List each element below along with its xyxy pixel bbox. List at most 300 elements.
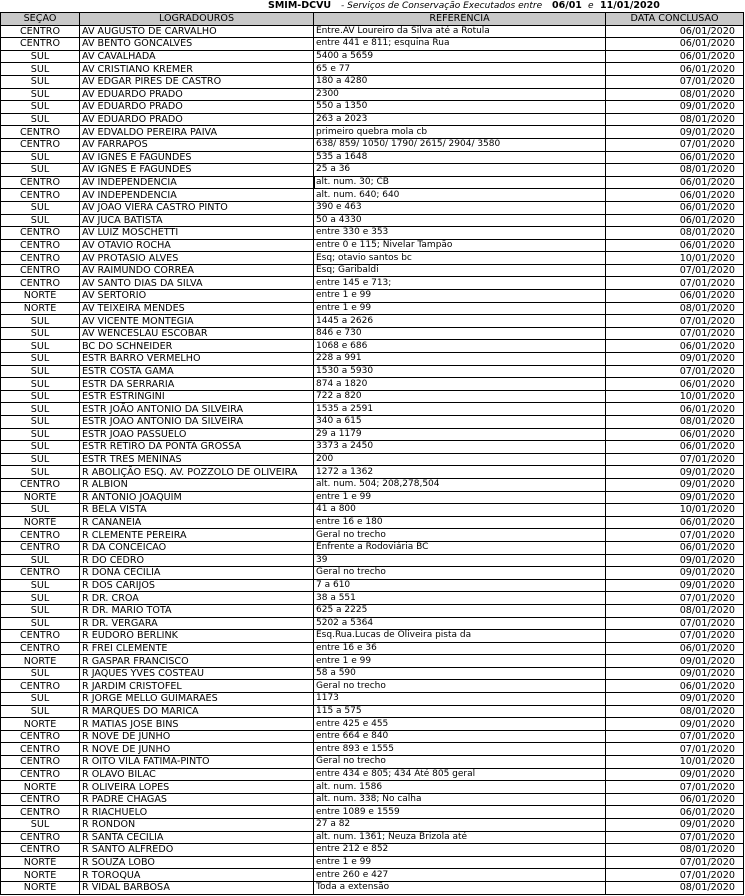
cell-data-conclusao[interactable]: 08/01/2020 <box>606 302 744 315</box>
cell-referencia[interactable]: 5202 a 5364 <box>314 617 606 630</box>
cell-secao[interactable]: SUL <box>1 416 80 429</box>
cell-logradouro[interactable]: ESTR RETIRO DA PONTA GROSSA <box>80 441 314 454</box>
cell-data-conclusao[interactable]: 06/01/2020 <box>606 290 744 303</box>
cell-referencia[interactable]: 625 a 2225 <box>314 604 606 617</box>
cell-logradouro[interactable]: R TOROQUA <box>80 869 314 882</box>
cell-referencia[interactable]: primeiro quebra mola cb <box>314 126 606 139</box>
cell-secao[interactable]: SUL <box>1 365 80 378</box>
cell-logradouro[interactable]: ESTR JOÃO PASSUELO <box>80 428 314 441</box>
table-row <box>1 655 744 668</box>
cell-data-conclusao[interactable]: 08/01/2020 <box>606 227 744 240</box>
cell-secao[interactable]: NORTE <box>1 302 80 315</box>
cell-referencia[interactable]: 50 a 4330 <box>314 214 606 227</box>
cell-referencia[interactable]: 535 a 1648 <box>314 151 606 164</box>
cell-data-conclusao[interactable]: 06/01/2020 <box>606 50 744 63</box>
cell-data-conclusao[interactable]: 07/01/2020 <box>606 856 744 869</box>
cell-referencia[interactable]: 1530 a 5930 <box>314 365 606 378</box>
cell-referencia[interactable]: entre 893 e 1555 <box>314 743 606 756</box>
cell-secao[interactable]: CENTRO <box>1 126 80 139</box>
cell-referencia[interactable]: 7 a 610 <box>314 579 606 592</box>
cell-data-conclusao[interactable]: 08/01/2020 <box>606 113 744 126</box>
cell-secao[interactable]: NORTE <box>1 781 80 794</box>
cell-referencia[interactable]: Esq; Garibaldi <box>314 264 606 277</box>
cell-logradouro[interactable]: AV FARRAPOS <box>80 138 314 151</box>
cell-data-conclusao[interactable]: 06/01/2020 <box>606 176 744 189</box>
cell-secao[interactable]: CENTRO <box>1 743 80 756</box>
table-row <box>1 869 744 882</box>
cell-logradouro[interactable]: R DR. CROA <box>80 592 314 605</box>
cell-data-conclusao[interactable]: 06/01/2020 <box>606 201 744 214</box>
cell-secao[interactable]: NORTE <box>1 718 80 731</box>
cell-secao[interactable]: NORTE <box>1 655 80 668</box>
cell-secao[interactable]: SUL <box>1 667 80 680</box>
cell-logradouro[interactable]: AV EDUARDO PRADO <box>80 113 314 126</box>
cell-logradouro[interactable]: AV PROTASIO ALVES <box>80 252 314 265</box>
cell-data-conclusao[interactable]: 06/01/2020 <box>606 151 744 164</box>
cell-secao[interactable]: SUL <box>1 327 80 340</box>
cell-secao[interactable]: SUL <box>1 403 80 416</box>
cell-data-conclusao[interactable]: 10/01/2020 <box>606 390 744 403</box>
table-row <box>1 201 744 214</box>
cell-data-conclusao[interactable]: 09/01/2020 <box>606 768 744 781</box>
cell-logradouro[interactable]: R DO CEDRO <box>80 554 314 567</box>
cell-referencia[interactable]: Geral no trecho <box>314 680 606 693</box>
cell-referencia[interactable]: alt. num. 1586 <box>314 781 606 794</box>
cell-logradouro[interactable]: R OLAVO BILAC <box>80 768 314 781</box>
cell-referencia[interactable]: 263 a 2023 <box>314 113 606 126</box>
cell-logradouro[interactable]: R VIDAL BARBOSA <box>80 881 314 894</box>
cell-secao[interactable]: NORTE <box>1 290 80 303</box>
cell-data-conclusao[interactable]: 09/01/2020 <box>606 101 744 114</box>
cell-data-conclusao[interactable]: 08/01/2020 <box>606 88 744 101</box>
cell-logradouro[interactable]: R MARQUES DO MARICA <box>80 705 314 718</box>
cell-data-conclusao[interactable]: 09/01/2020 <box>606 466 744 479</box>
cell-referencia[interactable]: 39 <box>314 554 606 567</box>
cell-logradouro[interactable]: R JARDIM CRISTOFEL <box>80 680 314 693</box>
title-main: SMIM-DCVU <box>268 0 332 11</box>
cell-data-conclusao[interactable]: 06/01/2020 <box>606 806 744 819</box>
cell-secao[interactable]: NORTE <box>1 516 80 529</box>
cell-referencia[interactable]: 1535 a 2591 <box>314 403 606 416</box>
cell-data-conclusao[interactable]: 09/01/2020 <box>606 126 744 139</box>
table-row <box>1 75 744 88</box>
cell-secao[interactable]: NORTE <box>1 491 80 504</box>
cell-referencia[interactable]: entre 434 e 805; 434 Até 805 geral <box>314 768 606 781</box>
cell-logradouro[interactable]: AV CRISTIANO KREMER <box>80 63 314 76</box>
cell-data-conclusao[interactable]: 06/01/2020 <box>606 516 744 529</box>
cell-referencia[interactable]: alt. num. 504; 208,278,504 <box>314 478 606 491</box>
cell-referencia[interactable]: 2300 <box>314 88 606 101</box>
cell-logradouro[interactable]: ESTR JOÃO ANTONIO DA SILVEIRA <box>80 403 314 416</box>
cell-secao[interactable]: CENTRO <box>1 793 80 806</box>
cell-referencia[interactable]: 5400 a 5659 <box>314 50 606 63</box>
cell-referencia[interactable]: 1173 <box>314 693 606 706</box>
cell-secao[interactable]: SUL <box>1 315 80 328</box>
cell-logradouro[interactable]: ESTR ESTRINGINI <box>80 390 314 403</box>
cell-secao[interactable]: SUL <box>1 353 80 366</box>
header-data-conclusao[interactable]: DATA CONCLUSÃO <box>606 13 744 26</box>
cell-referencia[interactable]: alt. num. 1361; Neuza Brizola até <box>314 831 606 844</box>
cell-referencia[interactable]: entre 0 e 115; Nivelar Tampão <box>314 239 606 252</box>
cell-logradouro[interactable]: R DOS CARIJOS <box>80 579 314 592</box>
cell-data-conclusao[interactable]: 06/01/2020 <box>606 38 744 51</box>
cell-data-conclusao[interactable]: 07/01/2020 <box>606 453 744 466</box>
cell-secao[interactable]: SUL <box>1 164 80 177</box>
cell-logradouro[interactable]: R CLEMENTE PEREIRA <box>80 529 314 542</box>
table-row <box>1 277 744 290</box>
cell-secao[interactable]: CENTRO <box>1 831 80 844</box>
cell-data-conclusao[interactable]: 09/01/2020 <box>606 567 744 580</box>
cell-data-conclusao[interactable]: 09/01/2020 <box>606 478 744 491</box>
cell-logradouro[interactable]: R RIACHUELO <box>80 806 314 819</box>
cell-secao[interactable]: CENTRO <box>1 138 80 151</box>
cell-referencia[interactable]: entre 16 e 180 <box>314 516 606 529</box>
cell-secao[interactable]: SUL <box>1 617 80 630</box>
cell-secao[interactable]: CENTRO <box>1 844 80 857</box>
cell-secao[interactable]: SUL <box>1 819 80 832</box>
cell-logradouro[interactable]: R SANTO ALFREDO <box>80 844 314 857</box>
cell-logradouro[interactable]: AV OTAVIO ROCHA <box>80 239 314 252</box>
cell-logradouro[interactable]: R DONA CECILIA <box>80 567 314 580</box>
cell-secao[interactable]: CENTRO <box>1 567 80 580</box>
header-secao[interactable]: SEÇÃO <box>1 13 80 26</box>
cell-secao[interactable]: CENTRO <box>1 478 80 491</box>
cell-data-conclusao[interactable]: 10/01/2020 <box>606 252 744 265</box>
cell-logradouro[interactable]: R GASPAR FRANCISCO <box>80 655 314 668</box>
cell-data-conclusao[interactable]: 08/01/2020 <box>606 416 744 429</box>
cell-secao[interactable]: CENTRO <box>1 630 80 643</box>
cell-referencia[interactable]: 550 a 1350 <box>314 101 606 114</box>
cell-secao[interactable]: SUL <box>1 453 80 466</box>
cell-data-conclusao[interactable]: 07/01/2020 <box>606 264 744 277</box>
cell-logradouro[interactable]: R DA CONCEICAO <box>80 541 314 554</box>
cell-logradouro[interactable]: AV TEIXEIRA MENDES <box>80 302 314 315</box>
cell-secao[interactable]: SUL <box>1 441 80 454</box>
cell-logradouro[interactable]: R SANTA CECILIA <box>80 831 314 844</box>
cell-logradouro[interactable]: AV INDEPENDENCIA <box>80 176 314 189</box>
cell-referencia[interactable]: 25 a 36 <box>314 164 606 177</box>
cell-referencia[interactable]: Geral no trecho <box>314 529 606 542</box>
cell-secao[interactable]: CENTRO <box>1 680 80 693</box>
table-row <box>1 302 744 315</box>
cell-referencia[interactable]: Toda a extensão <box>314 881 606 894</box>
cell-logradouro[interactable]: R BELA VISTA <box>80 504 314 517</box>
cell-logradouro[interactable]: BC DO SCHNEIDER <box>80 340 314 353</box>
cell-logradouro[interactable]: R ABOLIÇÃO ESQ. AV. POZZOLO DE OLIVEIRA <box>80 466 314 479</box>
cell-secao[interactable]: CENTRO <box>1 252 80 265</box>
cell-secao[interactable]: SUL <box>1 428 80 441</box>
cell-data-conclusao[interactable]: 09/01/2020 <box>606 579 744 592</box>
cell-referencia[interactable]: 846 e 730 <box>314 327 606 340</box>
cell-secao[interactable]: CENTRO <box>1 176 80 189</box>
cell-secao[interactable]: CENTRO <box>1 227 80 240</box>
cell-logradouro[interactable]: AV BENTO GONCALVES <box>80 38 314 51</box>
cell-data-conclusao[interactable]: 07/01/2020 <box>606 529 744 542</box>
table-row <box>1 101 744 114</box>
cell-referencia[interactable]: 874 a 1820 <box>314 378 606 391</box>
cell-secao[interactable]: SUL <box>1 554 80 567</box>
cell-secao[interactable]: SUL <box>1 705 80 718</box>
cell-referencia[interactable]: 1068 e 686 <box>314 340 606 353</box>
cell-referencia[interactable]: 722 a 820 <box>314 390 606 403</box>
cell-secao[interactable]: SUL <box>1 340 80 353</box>
cell-logradouro[interactable]: ESTR TRES MENINAS <box>80 453 314 466</box>
cell-referencia[interactable]: entre 425 e 455 <box>314 718 606 731</box>
cell-data-conclusao[interactable]: 09/01/2020 <box>606 491 744 504</box>
cell-logradouro[interactable]: AV EDUARDO PRADO <box>80 101 314 114</box>
cell-referencia[interactable]: alt. num. 338; No calha <box>314 793 606 806</box>
cell-secao[interactable]: CENTRO <box>1 642 80 655</box>
table-row <box>1 567 744 580</box>
cell-data-conclusao[interactable]: 06/01/2020 <box>606 378 744 391</box>
cell-logradouro[interactable]: AV IGNÊS E FAGUNDES <box>80 151 314 164</box>
cell-secao[interactable]: SUL <box>1 592 80 605</box>
cell-secao[interactable]: CENTRO <box>1 25 80 38</box>
cell-data-conclusao[interactable]: 07/01/2020 <box>606 365 744 378</box>
cell-referencia[interactable]: entre 1 e 99 <box>314 302 606 315</box>
cell-referencia[interactable]: entre 664 e 840 <box>314 730 606 743</box>
cell-referencia[interactable]: 65 e 77 <box>314 63 606 76</box>
cell-referencia[interactable]: 41 a 800 <box>314 504 606 517</box>
cell-referencia[interactable]: entre 260 e 427 <box>314 869 606 882</box>
cell-data-conclusao[interactable]: 07/01/2020 <box>606 869 744 882</box>
cell-data-conclusao[interactable]: 06/01/2020 <box>606 680 744 693</box>
cell-referencia[interactable]: 200 <box>314 453 606 466</box>
cell-logradouro[interactable]: R RONDON <box>80 819 314 832</box>
cell-data-conclusao[interactable]: 09/01/2020 <box>606 819 744 832</box>
cell-referencia[interactable]: 1445 a 2626 <box>314 315 606 328</box>
cell-secao[interactable]: SUL <box>1 63 80 76</box>
cell-data-conclusao[interactable]: 06/01/2020 <box>606 403 744 416</box>
cell-secao[interactable]: SUL <box>1 214 80 227</box>
cell-secao[interactable]: SUL <box>1 378 80 391</box>
cell-secao[interactable]: CENTRO <box>1 38 80 51</box>
cell-data-conclusao[interactable]: 09/01/2020 <box>606 693 744 706</box>
cell-referencia[interactable]: entre 1 e 99 <box>314 491 606 504</box>
cell-secao[interactable]: SUL <box>1 466 80 479</box>
cell-logradouro[interactable]: ESTR BARRO VERMELHO <box>80 353 314 366</box>
cell-logradouro[interactable]: AV CAVALHADA <box>80 50 314 63</box>
cell-secao[interactable]: NORTE <box>1 856 80 869</box>
cell-data-conclusao[interactable]: 07/01/2020 <box>606 327 744 340</box>
cell-referencia[interactable]: 180 a 4280 <box>314 75 606 88</box>
cell-logradouro[interactable]: AV VICENTE MONTEGIA <box>80 315 314 328</box>
cell-secao[interactable]: CENTRO <box>1 264 80 277</box>
cell-logradouro[interactable]: R JORGE MELLO GUIMARÃES <box>80 693 314 706</box>
cell-data-conclusao[interactable]: 07/01/2020 <box>606 592 744 605</box>
cell-referencia[interactable]: 390 e 463 <box>314 201 606 214</box>
cell-data-conclusao[interactable]: 07/01/2020 <box>606 277 744 290</box>
cell-secao[interactable]: CENTRO <box>1 541 80 554</box>
cell-secao[interactable]: SUL <box>1 113 80 126</box>
cell-data-conclusao[interactable]: 09/01/2020 <box>606 353 744 366</box>
cell-referencia[interactable]: 27 a 82 <box>314 819 606 832</box>
cell-secao[interactable]: CENTRO <box>1 756 80 769</box>
cell-referencia[interactable]: entre 212 e 852 <box>314 844 606 857</box>
cell-data-conclusao[interactable]: 08/01/2020 <box>606 844 744 857</box>
cell-logradouro[interactable]: AV IGNÊS E FAGUNDES <box>80 164 314 177</box>
cell-data-conclusao[interactable]: 06/01/2020 <box>606 214 744 227</box>
cell-data-conclusao[interactable]: 09/01/2020 <box>606 655 744 668</box>
cell-referencia[interactable]: entre 1 e 99 <box>314 655 606 668</box>
cell-secao[interactable]: CENTRO <box>1 730 80 743</box>
cell-data-conclusao[interactable]: 08/01/2020 <box>606 881 744 894</box>
cell-secao[interactable]: SUL <box>1 151 80 164</box>
cell-referencia[interactable]: alt. num. 640; 640 <box>314 189 606 202</box>
cell-logradouro[interactable]: R EUDORO BERLINK <box>80 630 314 643</box>
cell-secao[interactable]: CENTRO <box>1 768 80 781</box>
cell-secao[interactable]: SUL <box>1 201 80 214</box>
cell-secao[interactable]: CENTRO <box>1 277 80 290</box>
cell-data-conclusao[interactable]: 10/01/2020 <box>606 756 744 769</box>
table-row <box>1 340 744 353</box>
cell-referencia[interactable]: 58 a 590 <box>314 667 606 680</box>
cell-data-conclusao[interactable]: 07/01/2020 <box>606 781 744 794</box>
cell-referencia[interactable]: Enfrente a Rodoviária BC <box>314 541 606 554</box>
cell-data-conclusao[interactable]: 06/01/2020 <box>606 189 744 202</box>
cell-referencia[interactable]: 29 a 1179 <box>314 428 606 441</box>
cell-secao[interactable]: SUL <box>1 390 80 403</box>
cell-secao[interactable]: SUL <box>1 693 80 706</box>
cell-data-conclusao[interactable]: 06/01/2020 <box>606 441 744 454</box>
cell-secao[interactable]: CENTRO <box>1 806 80 819</box>
cell-secao[interactable]: CENTRO <box>1 189 80 202</box>
cell-logradouro[interactable]: R PADRE CHAGAS <box>80 793 314 806</box>
cell-logradouro[interactable]: AV EDUARDO PRADO <box>80 88 314 101</box>
cell-logradouro[interactable]: R ANTONIO JOAQUIM <box>80 491 314 504</box>
cell-data-conclusao[interactable]: 09/01/2020 <box>606 718 744 731</box>
cell-data-conclusao[interactable]: 08/01/2020 <box>606 164 744 177</box>
cell-logradouro[interactable]: AV JOÃO VIERA CASTRO PINTO <box>80 201 314 214</box>
cell-logradouro[interactable]: R DR. MARIO TOTA <box>80 604 314 617</box>
cell-referencia[interactable]: entre 1 e 99 <box>314 856 606 869</box>
cell-logradouro[interactable]: AV EDGAR PIRES DE CASTRO <box>80 75 314 88</box>
cell-secao[interactable]: SUL <box>1 50 80 63</box>
cell-secao[interactable]: SUL <box>1 604 80 617</box>
cell-data-conclusao[interactable]: 07/01/2020 <box>606 743 744 756</box>
cell-secao[interactable]: CENTRO <box>1 529 80 542</box>
cell-secao[interactable]: SUL <box>1 504 80 517</box>
cell-secao[interactable]: NORTE <box>1 869 80 882</box>
table-row <box>1 50 744 63</box>
cell-referencia[interactable]: entre 1089 e 1559 <box>314 806 606 819</box>
cell-data-conclusao[interactable]: 07/01/2020 <box>606 617 744 630</box>
header-referencia[interactable]: REFERÊNCIA <box>314 13 606 26</box>
cell-data-conclusao[interactable]: 06/01/2020 <box>606 793 744 806</box>
cell-logradouro[interactable]: AV EDVALDO PEREIRA PAIVA <box>80 126 314 139</box>
table-row <box>1 680 744 693</box>
cell-data-conclusao[interactable]: 06/01/2020 <box>606 340 744 353</box>
cell-secao[interactable]: SUL <box>1 75 80 88</box>
cell-logradouro[interactable]: R OITO VILA FATIMA-PINTO <box>80 756 314 769</box>
cell-data-conclusao[interactable]: 07/01/2020 <box>606 831 744 844</box>
cell-data-conclusao[interactable]: 09/01/2020 <box>606 667 744 680</box>
cell-data-conclusao[interactable]: 07/01/2020 <box>606 315 744 328</box>
cell-referencia[interactable]: entre 16 e 36 <box>314 642 606 655</box>
cell-logradouro[interactable]: AV SERTORIO <box>80 290 314 303</box>
table-row <box>1 504 744 517</box>
cell-referencia[interactable]: entre 145 e 713; <box>314 277 606 290</box>
cell-secao[interactable]: SUL <box>1 88 80 101</box>
cell-referencia[interactable]: Geral no trecho <box>314 756 606 769</box>
cell-secao[interactable]: CENTRO <box>1 239 80 252</box>
cell-referencia[interactable]: alt. num. 30; CB <box>314 176 606 189</box>
cell-data-conclusao[interactable]: 10/01/2020 <box>606 504 744 517</box>
cell-data-conclusao[interactable]: 08/01/2020 <box>606 705 744 718</box>
cell-referencia[interactable]: Entre.AV Loureiro da Silva até a Rotula <box>314 25 606 38</box>
cell-secao[interactable]: SUL <box>1 101 80 114</box>
cell-referencia[interactable]: Esq; otavio santos bc <box>314 252 606 265</box>
cell-data-conclusao[interactable]: 07/01/2020 <box>606 75 744 88</box>
cell-logradouro[interactable]: R OLIVEIRA LOPES <box>80 781 314 794</box>
table-row <box>1 365 744 378</box>
cell-logradouro[interactable]: ESTR DA SERRARIA <box>80 378 314 391</box>
table-row <box>1 529 744 542</box>
cell-referencia[interactable]: Geral no trecho <box>314 567 606 580</box>
cell-data-conclusao[interactable]: 06/01/2020 <box>606 63 744 76</box>
cell-logradouro[interactable]: AV JUCA BATISTA <box>80 214 314 227</box>
cell-logradouro[interactable]: AV INDEPENDENCIA <box>80 189 314 202</box>
table-row <box>1 743 744 756</box>
cell-secao[interactable]: SUL <box>1 579 80 592</box>
cell-data-conclusao[interactable]: 06/01/2020 <box>606 541 744 554</box>
cell-logradouro[interactable]: R NOVE DE JUNHO <box>80 743 314 756</box>
table-row <box>1 327 744 340</box>
cell-referencia[interactable]: 1272 a 1362 <box>314 466 606 479</box>
cell-logradouro[interactable]: R MATIAS JOSE BINS <box>80 718 314 731</box>
cell-referencia[interactable]: 38 a 551 <box>314 592 606 605</box>
cell-logradouro[interactable]: R ALBION <box>80 478 314 491</box>
cell-logradouro[interactable]: ESTR JOÃO ANTONIO DA SILVEIRA <box>80 416 314 429</box>
cell-logradouro[interactable]: R CANANEIA <box>80 516 314 529</box>
cell-logradouro[interactable]: AV WENCESLAU ESCOBAR <box>80 327 314 340</box>
cell-logradouro[interactable]: R SOUZA LOBO <box>80 856 314 869</box>
cell-data-conclusao[interactable]: 07/01/2020 <box>606 138 744 151</box>
cell-logradouro[interactable]: AV AUGUSTO DE CARVALHO <box>80 25 314 38</box>
cell-referencia[interactable]: 3373 a 2450 <box>314 441 606 454</box>
table-row <box>1 667 744 680</box>
cell-referencia[interactable]: entre 330 e 353 <box>314 227 606 240</box>
cell-data-conclusao[interactable]: 09/01/2020 <box>606 554 744 567</box>
cell-referencia[interactable]: entre 1 e 99 <box>314 290 606 303</box>
cell-referencia[interactable]: 228 a 991 <box>314 353 606 366</box>
cell-referencia[interactable]: entre 441 e 811; esquina Rua <box>314 38 606 51</box>
cell-secao[interactable]: NORTE <box>1 881 80 894</box>
cell-referencia[interactable]: 340 a 615 <box>314 416 606 429</box>
cell-logradouro[interactable]: AV LUIZ MOSCHETTI <box>80 227 314 240</box>
cell-logradouro[interactable]: R NOVE DE JUNHO <box>80 730 314 743</box>
cell-data-conclusao[interactable]: 07/01/2020 <box>606 730 744 743</box>
cell-data-conclusao[interactable]: 06/01/2020 <box>606 239 744 252</box>
cell-referencia[interactable]: Esq.Rua.Lucas de Oliveira pista da <box>314 630 606 643</box>
cell-logradouro[interactable]: R FREI CLEMENTE <box>80 642 314 655</box>
table-row <box>1 693 744 706</box>
cell-logradouro[interactable]: R DR. VERGARA <box>80 617 314 630</box>
cell-logradouro[interactable]: R JAQUES YVES COSTEAU <box>80 667 314 680</box>
cell-logradouro[interactable]: ESTR COSTA GAMA <box>80 365 314 378</box>
table-row <box>1 516 744 529</box>
cell-data-conclusao[interactable]: 07/01/2020 <box>606 630 744 643</box>
header-logradouros[interactable]: LOGRADOUROS <box>80 13 314 26</box>
cell-logradouro[interactable]: AV SANTO DIAS DA SILVA <box>80 277 314 290</box>
cell-referencia[interactable]: 638/ 859/ 1050/ 1790/ 2615/ 2904/ 3580 <box>314 138 606 151</box>
cell-data-conclusao[interactable]: 06/01/2020 <box>606 25 744 38</box>
cell-logradouro[interactable]: AV RAIMUNDO CORREA <box>80 264 314 277</box>
cell-referencia[interactable]: 115 a 575 <box>314 705 606 718</box>
cell-data-conclusao[interactable]: 08/01/2020 <box>606 604 744 617</box>
cell-data-conclusao[interactable]: 06/01/2020 <box>606 642 744 655</box>
cell-data-conclusao[interactable]: 06/01/2020 <box>606 428 744 441</box>
